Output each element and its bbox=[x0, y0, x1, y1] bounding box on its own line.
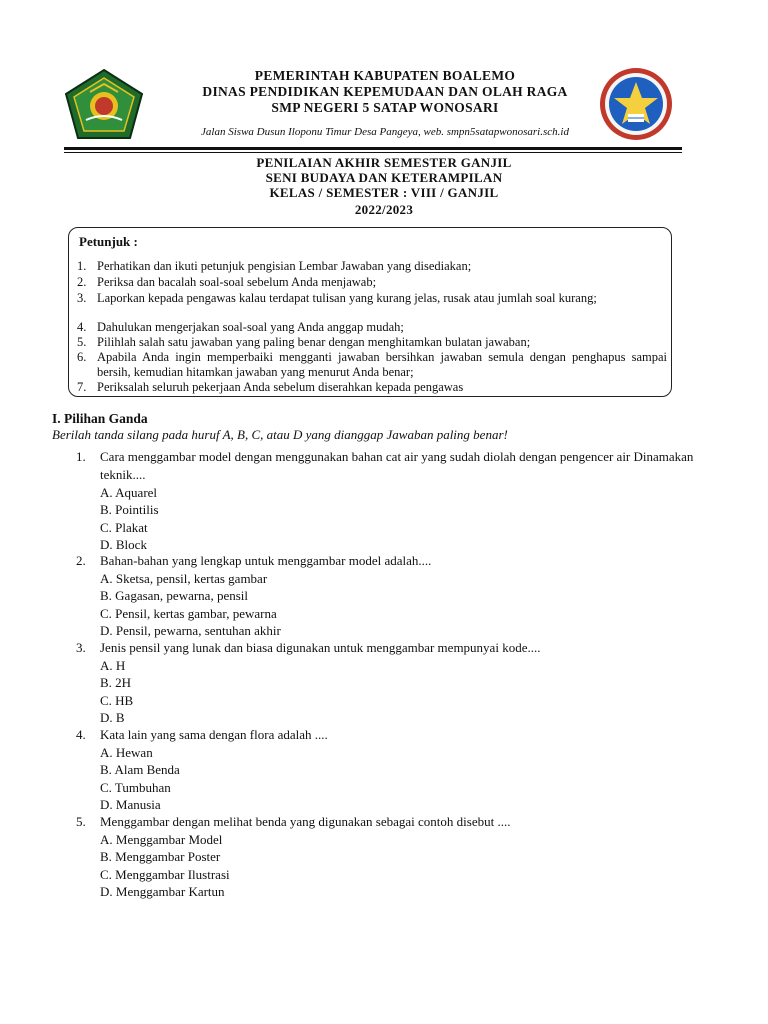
question-text: Jenis pensil yang lunak dan biasa digunakan untuk menggambar mempunyai kode.... bbox=[100, 640, 541, 655]
instructions-label: Petunjuk : bbox=[79, 234, 138, 249]
instruction-number: 1. bbox=[77, 259, 87, 273]
answer-option: D. Menggambar Kartun bbox=[100, 884, 225, 900]
school-name: SMP NEGERI 5 SATAP WONOSARI bbox=[271, 100, 499, 115]
question-item bbox=[76, 813, 716, 901]
answer-option: A. Sketsa, pensil, kertas gambar bbox=[100, 571, 268, 586]
answer-option: C. HB bbox=[100, 692, 134, 708]
answer-option: B. Alam Benda bbox=[100, 762, 180, 778]
exam-class-semester: KELAS / SEMESTER : VIII / GANJIL bbox=[269, 185, 499, 200]
question-number: 1. bbox=[76, 449, 86, 464]
instruction-number: 6. bbox=[77, 350, 87, 364]
question-item bbox=[76, 448, 716, 554]
instruction-number: 4. bbox=[77, 320, 87, 334]
government-name: PEMERINTAH KABUPATEN BOALEMO bbox=[254, 68, 516, 83]
instruction-text: Pilihlah salah satu jawaban yang paling benar dengan menghitamkan bulatan jawaban; bbox=[97, 335, 531, 349]
question-item bbox=[76, 726, 716, 814]
header-divider-thin bbox=[64, 152, 682, 153]
instruction-item bbox=[77, 380, 667, 395]
instruction-text: Laporkan kepada pengawas kalau terdapat tulisan yang kurang jelas, rusak atau jumlah soal kurang; bbox=[97, 291, 597, 305]
section-instruction: Berilah tanda silang pada huruf A, B, C, atau D yang dianggap Jawaban paling benar! bbox=[52, 427, 508, 442]
question-text: Bahan-bahan yang lengkap untuk menggambar model adalah.... bbox=[100, 553, 432, 568]
question-number: 5. bbox=[76, 814, 86, 829]
answer-option: B. Gagasan, pewarna, pensil bbox=[100, 588, 249, 604]
question-text: Cara menggambar model dengan menggunakan bahan cat air yang sudah diolah dengan pengencer air Dinamakan teknik.... bbox=[100, 449, 694, 482]
instruction-item bbox=[77, 350, 667, 380]
instruction-text: Periksa dan bacalah soal-soal sebelum Anda menjawab; bbox=[97, 275, 377, 289]
question-number: 3. bbox=[76, 640, 86, 655]
answer-option: A. Aquarel bbox=[100, 485, 158, 500]
exam-title: PENILAIAN AKHIR SEMESTER GANJIL bbox=[256, 155, 512, 170]
question-number: 4. bbox=[76, 727, 86, 742]
question-item bbox=[76, 639, 716, 727]
department-name: DINAS PENDIDIKAN KEPEMUDAAN DAN OLAH RAGA bbox=[202, 84, 568, 99]
kabupaten-logo bbox=[64, 68, 144, 140]
exam-year: 2022/2023 bbox=[354, 202, 414, 217]
answer-option: A. Hewan bbox=[100, 745, 153, 760]
instructions-box bbox=[68, 227, 672, 397]
instruction-item bbox=[77, 259, 667, 274]
answer-option: B. Pointilis bbox=[100, 502, 159, 518]
answer-option: C. Tumbuhan bbox=[100, 779, 171, 795]
answer-option: D. Block bbox=[100, 537, 147, 553]
question-item bbox=[76, 552, 716, 640]
answer-option: A. H bbox=[100, 658, 126, 673]
section-title: I. Pilihan Ganda bbox=[52, 411, 148, 426]
answer-option: D. Manusia bbox=[100, 797, 161, 813]
question-text: Menggambar dengan melihat benda yang digunakan sebagai contoh disebut .... bbox=[100, 814, 511, 829]
question-text: Kata lain yang sama dengan flora adalah .... bbox=[100, 727, 328, 742]
instruction-item bbox=[77, 320, 667, 335]
header-divider bbox=[64, 147, 682, 150]
instruction-number: 2. bbox=[77, 275, 87, 289]
answer-option: C. Pensil, kertas gambar, pewarna bbox=[100, 605, 277, 621]
answer-option: C. Menggambar Ilustrasi bbox=[100, 866, 230, 882]
answer-option: B. 2H bbox=[100, 675, 132, 691]
answer-option: A. Menggambar Model bbox=[100, 832, 223, 847]
answer-option: D. Pensil, pewarna, sentuhan akhir bbox=[100, 623, 281, 639]
exam-subject: SENI BUDAYA DAN KETERAMPILAN bbox=[265, 170, 503, 185]
answer-option: B. Menggambar Poster bbox=[100, 849, 221, 865]
instruction-number: 7. bbox=[77, 380, 87, 394]
instruction-text: Periksalah seluruh pekerjaan Anda sebelum diserahkan kepada pengawas bbox=[97, 380, 464, 394]
answer-option: D. B bbox=[100, 710, 125, 726]
instruction-text: Dahulukan mengerjakan soal-soal yang Anda anggap mudah; bbox=[97, 320, 404, 334]
answer-option: C. Plakat bbox=[100, 519, 148, 535]
question-number: 2. bbox=[76, 553, 86, 568]
instruction-item bbox=[77, 275, 667, 290]
instruction-number: 3. bbox=[77, 291, 87, 305]
instruction-item bbox=[77, 335, 667, 350]
instruction-text: Apabila Anda ingin memperbaiki mengganti jawaban bersihkan jawaban semula dengan penghapus sampai bersih, kemudian hitamkan jawaban yang menurut Anda benar; bbox=[97, 350, 667, 379]
instruction-text: Perhatikan dan ikuti petunjuk pengisian Lembar Jawaban yang disediakan; bbox=[97, 259, 472, 273]
instruction-number: 5. bbox=[77, 335, 87, 349]
school-address: Jalan Siswa Dusun Iloponu Timur Desa Pangeya, web. smpn5satapwonosari.sch.id bbox=[201, 126, 569, 138]
instruction-item bbox=[77, 291, 667, 306]
